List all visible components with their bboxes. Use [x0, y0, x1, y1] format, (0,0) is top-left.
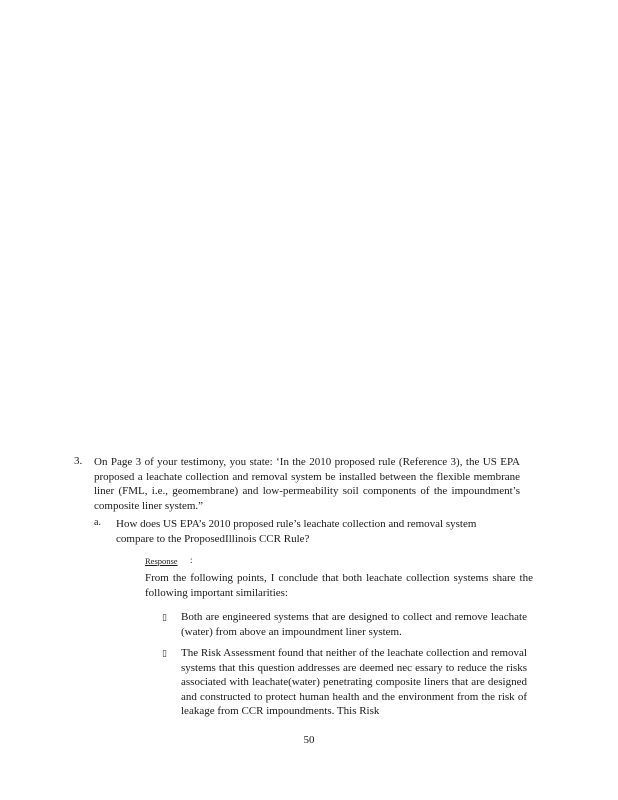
bullet-icon: ▯: [162, 612, 167, 622]
sub-question-marker: a.: [94, 517, 101, 528]
bullet-item-risk-assessment: The Risk Assessment found that neither of the leachate collection and removal systems that this question addresses are deemed nec essary to reduce the risks associated with leachate(water) penetrating composite liners that are designed and constructed to protect human health and the environment from the risk of leakage from CCR impoundments. This Risk: [181, 647, 527, 717]
response-intro: From the following points, I conclude that both leachate collection systems share the following important similarities:: [145, 572, 533, 599]
response-heading: Response: [145, 556, 178, 566]
bullet-item-engineered-systems: Both are engineered systems that are designed to collect and remove leachate (water) from above an impoundment liner system.: [181, 611, 527, 638]
question-number: 3.: [74, 455, 83, 467]
question-text: On Page 3 of your testimony, you state: ‘In the 2010 proposed rule (Reference 3), the US EPA proposed a leachate collection and removal system be installed between the flexible membrane liner (FML, i.e., geomembrane) and low-permeability soil components of the impoundment’s composite liner system.”: [94, 456, 520, 512]
page-number: 50: [303, 734, 315, 746]
sub-question-text: How does US EPA’s 2010 proposed rule’s leachate collection and removal system compare to the ProposedIllinois CCR Rule?: [116, 518, 477, 545]
response-colon: :: [190, 555, 193, 565]
bullet-icon: ▯: [162, 648, 167, 658]
